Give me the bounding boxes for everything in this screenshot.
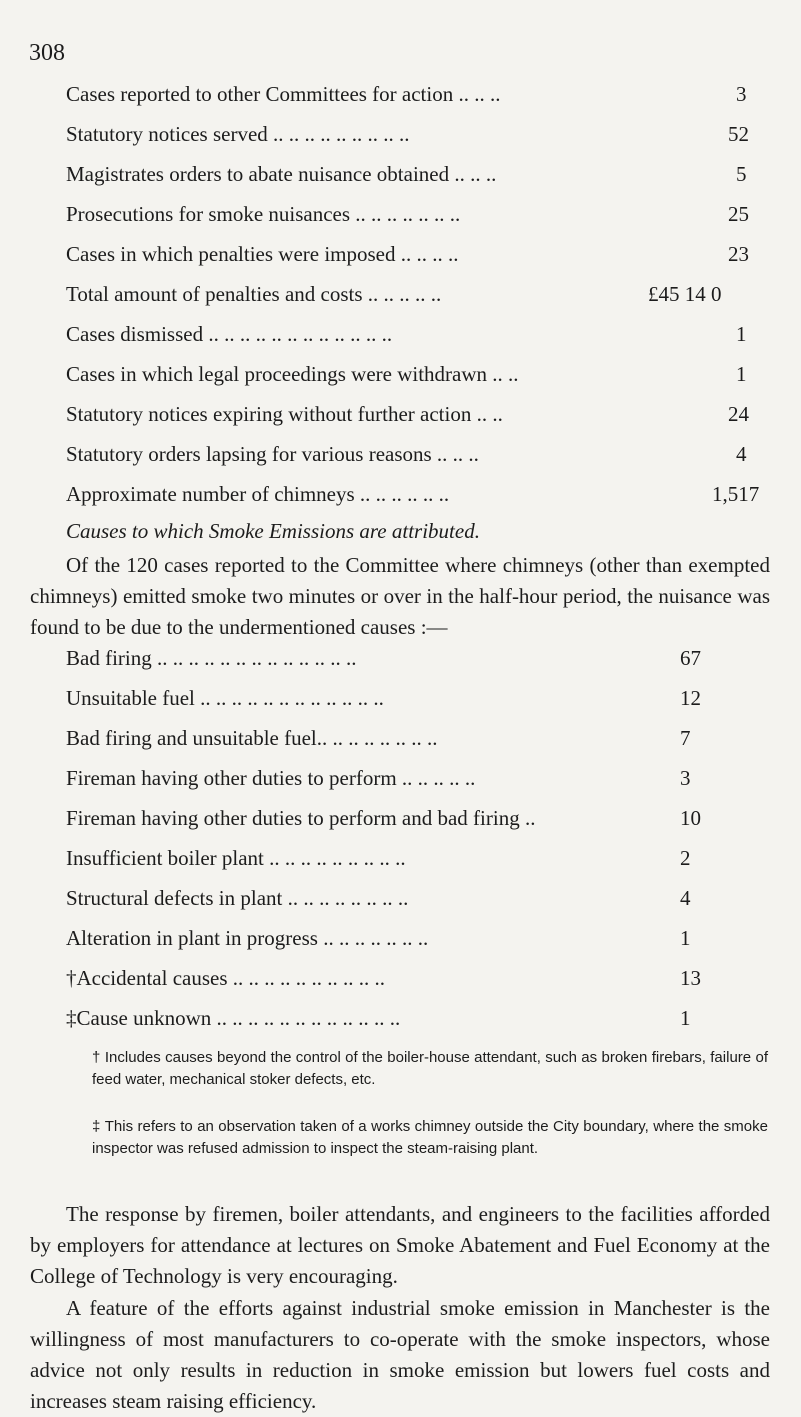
causes-intro-paragraph: Of the 120 cases reported to the Committee where chimneys (other than exempted chimneys) emitted smoke two minutes or over in the half-hour period, the nuisance was found to be due to the undermentioned causes :— — [30, 553, 770, 639]
stat-value: 23 — [728, 242, 749, 266]
stat-label: Cases dismissed .. .. .. .. .. .. .. .. .. .. .. .. — [66, 322, 393, 346]
stat-value: £45 14 0 — [648, 282, 722, 306]
stat-value: 25 — [728, 202, 749, 226]
stat-label: Statutory notices expiring without further action .. .. — [66, 402, 503, 426]
cause-label: Unsuitable fuel .. .. .. .. .. .. .. .. .. .. .. .. — [66, 686, 384, 710]
cause-label: Structural defects in plant .. .. .. .. .. .. .. .. — [66, 886, 409, 910]
footnote-double-dagger: ‡ This refers to an observation taken of a works chimney outside the City boundary, where the smoke inspector was refused admission to inspect the steam-raising plant. — [92, 1118, 768, 1157]
stat-label: Magistrates orders to abate nuisance obtained .. .. .. — [66, 162, 497, 186]
paragraph-manufacturers: A feature of the efforts against industrial smoke emission in Manchester is the willingness of most manufacturers to co-operate with the smoke inspectors, whose advice not only results in reduction in smoke emission but lowers fuel costs and increases steam raising efficiency. — [30, 1296, 770, 1413]
stat-label: Statutory orders lapsing for various reasons .. .. .. — [66, 442, 479, 466]
cause-value: 13 — [680, 966, 701, 990]
stat-value: 52 — [728, 122, 749, 146]
cause-label: Alteration in plant in progress .. .. .. .. .. .. .. — [66, 926, 429, 950]
cause-value: 67 — [680, 646, 701, 670]
cause-value: 1 — [680, 926, 691, 950]
paragraph-firemen-response: The response by firemen, boiler attendants, and engineers to the facilities afforded by employers for attendance at lectures on Smoke Abatement and Fuel Economy at the College of Technology is very encouraging. — [30, 1202, 770, 1288]
stat-label: Total amount of penalties and costs .. .. .. .. .. — [66, 282, 442, 306]
cause-value: 10 — [680, 806, 701, 830]
cause-value: 12 — [680, 686, 701, 710]
cause-label: Insufficient boiler plant .. .. .. .. .. .. .. .. .. — [66, 846, 406, 870]
causes-heading: Causes to which Smoke Emissions are attributed. — [66, 519, 480, 543]
stat-label: Approximate number of chimneys .. .. .. .. .. .. — [66, 482, 450, 506]
footnote-dagger: † Includes causes beyond the control of the boiler-house attendant, such as broken firebars, failure of feed water, mechanical stoker defects, etc. — [92, 1049, 768, 1088]
cause-label: Fireman having other duties to perform and bad firing .. — [66, 806, 536, 830]
stat-value: 1,517 — [712, 482, 760, 506]
cause-value: 7 — [680, 726, 691, 750]
stat-label: Cases in which legal proceedings were withdrawn .. .. — [66, 362, 519, 386]
stat-value: 4 — [736, 442, 747, 466]
stat-label: Statutory notices served .. .. .. .. .. .. .. .. .. — [66, 122, 410, 146]
cause-label: †Accidental causes .. .. .. .. .. .. .. .. .. .. — [66, 966, 386, 990]
stat-value: 5 — [736, 162, 747, 186]
stat-value: 1 — [736, 322, 747, 346]
cause-label: ‡Cause unknown .. .. .. .. .. .. .. .. .. .. .. .. — [66, 1006, 401, 1030]
cause-label: Fireman having other duties to perform .. .. .. .. .. — [66, 766, 476, 790]
cause-value: 4 — [680, 886, 691, 910]
cause-label: Bad firing .. .. .. .. .. .. .. .. .. .. .. .. .. — [66, 646, 357, 670]
stat-value: 3 — [736, 82, 747, 106]
cause-label: Bad firing and unsuitable fuel.. .. .. .. .. .. .. .. — [66, 726, 438, 750]
stat-label: Cases in which penalties were imposed .. .. .. .. — [66, 242, 459, 266]
cause-value: 2 — [680, 846, 691, 870]
stat-label: Cases reported to other Committees for action .. .. .. — [66, 82, 501, 106]
stat-label: Prosecutions for smoke nuisances .. .. .. .. .. .. .. — [66, 202, 461, 226]
stat-value: 24 — [728, 402, 749, 426]
stat-value: 1 — [736, 362, 747, 386]
cause-value: 1 — [680, 1006, 691, 1030]
page-number: 308 — [29, 40, 65, 66]
cause-value: 3 — [680, 766, 691, 790]
